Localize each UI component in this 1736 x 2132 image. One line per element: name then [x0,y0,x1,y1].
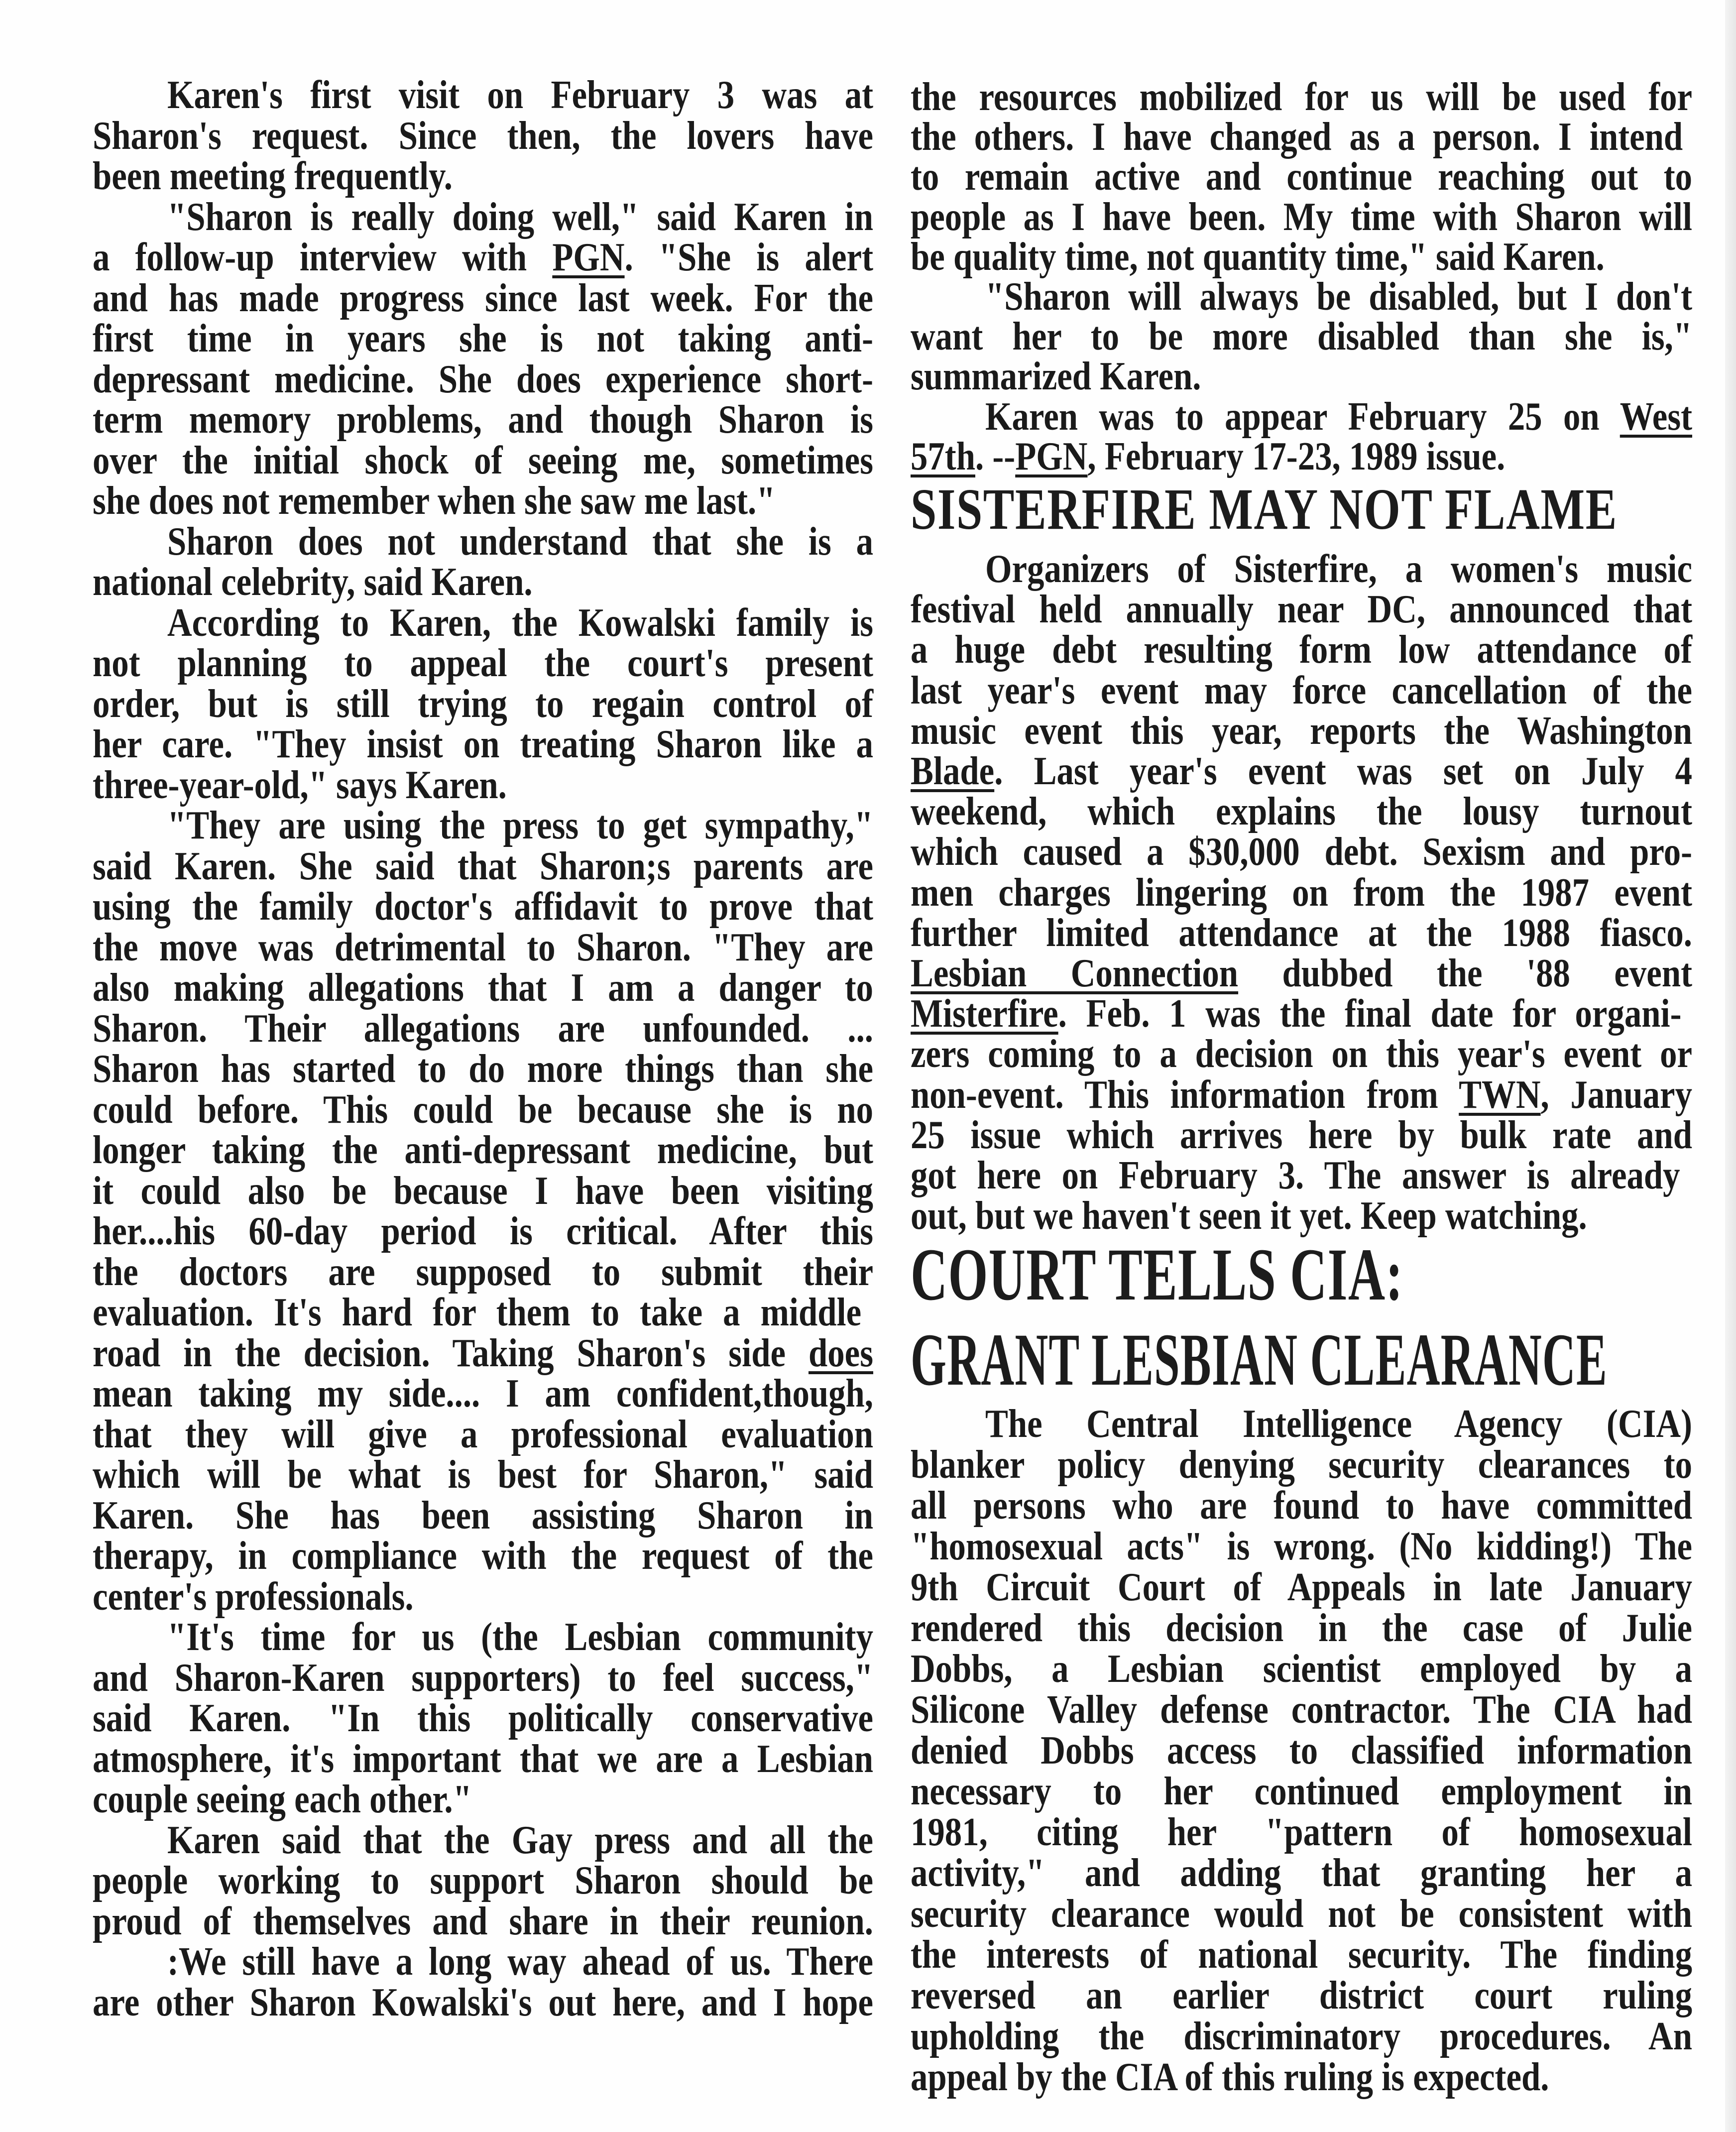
left-column-line [93,1374,873,1414]
line-text [911,992,1682,1036]
left-column-line [93,1006,873,1051]
left-column-line [93,278,873,318]
sisterfire-line [911,953,1692,993]
line-text: denied Dobbs access to classified information [911,1729,1693,1773]
left-column-line [93,1293,861,1332]
line-text: over the initial shock of seeing me, sometimes [93,438,873,482]
line-text: the doctors are supposed to submit their [93,1250,874,1294]
line-text: "It's time for us (the Lesbian community [167,1615,874,1659]
line-text: want her to be more disabled than she is," [911,315,1693,359]
sisterfire-line [911,913,1692,953]
line-text: last year's event may force cancellation of the [911,668,1692,712]
line-text: her....his 60-day period is critical. After this [93,1209,874,1253]
cia-line [911,1935,1692,1975]
left-column-line [93,400,873,440]
left-column-line [93,1252,873,1292]
line-text [911,1073,1692,1117]
line-text: been meeting frequently. [93,154,453,198]
sisterfire-line [911,870,1693,915]
left-column-line [93,1171,873,1211]
line-text: using the family doctor's affidavit to prove that [93,885,873,929]
line-text: appeal by the CIA of this ruling is expected. [911,2055,1549,2099]
left-column-line [93,887,873,927]
cia-line [911,1772,1692,1811]
left-column-line [93,643,873,683]
line-text: 9th Circuit Court of Appeals in late January [911,1565,1692,1609]
continuation-line [911,77,1692,117]
text-segment: . Last year's event was set on July 4 [994,749,1692,793]
line-text: and has made progress since last week. For the [93,276,874,320]
cia-line [911,1976,1692,2015]
sisterfire-line [911,994,1682,1034]
headline-cia-line-2: GRANT LESBIAN CLEARANCE [911,1318,1608,1401]
line-text: out, but we haven't seen it yet. Keep watching. [911,1194,1587,1238]
line-text: "homosexual acts" is wrong. (No kidding!) The [911,1525,1692,1568]
text-segment: non-event. This information from [911,1072,1459,1117]
cia-line [985,1404,1692,1444]
line-text: rendered this decision in the case of Julie [911,1606,1692,1650]
left-column-line [93,846,873,886]
line-text: Sharon has started to do more things than she [93,1047,874,1091]
line-text: Organizers of Sisterfire, a women's music [985,547,1693,591]
text-segment: , February 17-23, 1989 issue. [1087,434,1505,478]
line-text: "Sharon will always be disabled, but I don't [985,275,1693,319]
sisterfire-line [911,1115,1692,1155]
line-text: also making allegations that I am a danger to [93,966,874,1010]
underlined-title: West [1620,394,1693,439]
continuation-line [985,394,1693,439]
line-text: Dobbs, a Lesbian scientist employed by a [911,1647,1693,1691]
line-text: security clearance would not be consistent with [911,1892,1693,1936]
cia-line [911,1731,1692,1771]
sisterfire-line [985,549,1692,589]
line-text: her care. "They insist on treating Sharon like a [93,722,873,766]
line-text: order, but is still trying to regain control of [93,682,873,726]
line-text: atmosphere, it's important that we are a Lesbian [93,1737,873,1781]
sisterfire-line [911,1072,1693,1117]
line-text: she does not remember when she saw me last." [93,479,776,523]
line-text: festival held annually near DC, announced that [911,588,1692,632]
line-text: evaluation. It's hard for them to take a middle [93,1291,862,1334]
left-column-line [93,1412,873,1456]
continuation-line [911,237,1605,277]
left-column-line [93,481,775,521]
headline-sisterfire: SISTERFIRE MAY NOT FLAME [911,476,1618,542]
left-column-line [167,600,874,645]
sisterfire-line [911,630,1692,670]
line-text: it could also be because I have been visiting [93,1169,873,1213]
cia-line [911,1567,1692,1607]
line-text: Silicone Valley defense contractor. The CIA had [911,1688,1693,1732]
sisterfire-line [911,588,1692,632]
underlined-title: PGN [552,236,625,279]
text-segment: . "She is alert [624,236,874,279]
line-text: :We still have a long way ahead of us. There [167,1940,874,1984]
underlined-title: 57th [911,434,975,478]
line-text: reversed an earlier district court ruling [911,1974,1693,2017]
left-column-line [93,1087,873,1132]
cia-line [911,1690,1692,1730]
left-column-line [93,1901,873,1941]
line-text: said Karen. She said that Sharon;s parents are [93,844,874,888]
left-column-line [167,1942,873,1982]
line-text: upholding the discriminatory procedures. An [911,2014,1693,2058]
sisterfire-line [911,1034,1692,1074]
cia-line [911,1445,1692,1485]
underlined-title: TWN [1459,1072,1541,1117]
scan-edge-shadow [1725,0,1736,2132]
text-segment: Karen was to appear February 25 on [985,394,1620,439]
headline-cia-line-1: COURT TELLS CIA: [911,1233,1403,1316]
line-text: national celebrity, said Karen. [93,560,533,604]
line-text [985,395,1692,439]
line-text: Sharon's request. Since then, the lovers have [93,114,874,158]
left-column-line [167,1820,873,1860]
line-text: term memory problems, and though Sharon is [93,398,873,442]
left-column-line [93,1493,873,1538]
line-text: which caused a $30,000 debt. Sexism and pro- [911,830,1693,874]
left-column-line [93,1658,873,1698]
line-text: zers coming to a decision on this year's event or [911,1032,1693,1076]
continuation-line [911,157,1692,197]
line-text: the others. I have changed as a person. I intend [911,115,1683,159]
text-segment: . Feb. 1 was the final date for organi- [1058,992,1682,1036]
line-text: blanker policy denying security clearances to [911,1443,1693,1487]
cia-line [911,1608,1692,1648]
cia-line [911,1853,1692,1893]
text-segment: road in the decision. Taking Sharon's side [93,1331,809,1375]
left-column-line [93,765,507,805]
left-column-line [93,1333,873,1373]
cia-line [911,1894,1692,1934]
sisterfire-line [911,790,1692,834]
cia-line [911,1527,1692,1566]
line-text: mean taking my side.... I am confident,though, [93,1372,873,1416]
underlined-title: Misterfire [911,992,1058,1036]
line-text: center's professionals. [93,1574,414,1619]
line-text: said Karen. "In this politically conservative [93,1696,874,1740]
left-column-line [167,75,873,115]
line-text: first time in years she is not taking anti- [93,317,873,360]
line-text: activity," and adding that granting her a [911,1851,1693,1895]
line-text: Karen's first visit on February 3 was at [167,73,874,117]
sisterfire-line [911,1156,1680,1195]
left-column-line [167,519,874,564]
line-text: the interests of national security. The finding [911,1933,1692,1977]
line-text: not planning to appeal the court's present [93,641,873,685]
line-text: Sharon does not understand that she is a [167,519,874,564]
sisterfire-line [911,751,1692,791]
line-text [93,1331,873,1375]
text-segment: dubbed the '88 event [1238,951,1693,995]
text-segment: a follow-up interview with [93,236,553,279]
left-column-line [93,562,533,602]
line-text: a huge debt resulting form low attendance of [911,628,1692,672]
line-text: depressant medicine. She does experience short- [93,357,874,401]
line-text: and Sharon-Karen supporters) to feel success," [93,1656,873,1700]
underlined-title: does [809,1331,873,1375]
continuation-line [911,197,1692,237]
line-text: weekend, which explains the lousy turnout [911,790,1692,834]
left-column-line [93,438,873,482]
sisterfire-line [911,1196,1587,1236]
text-segment: , January [1540,1072,1693,1117]
line-text [93,236,873,279]
left-column-line [93,156,453,196]
line-text: men charges lingering on from the 1987 event [911,870,1693,915]
line-text: 25 issue which arrives here by bulk rate and [911,1113,1692,1157]
line-text: Karen said that the Gay press and all the [167,1818,874,1862]
left-column-line [93,1536,873,1576]
left-column-line [93,968,873,1008]
line-text: necessary to her continued employment in [911,1770,1692,1813]
line-text [911,435,1505,478]
line-text: could before. This could be because she is no [93,1087,873,1132]
line-text [911,951,1692,995]
cia-line [911,2057,1549,2097]
line-text: "Sharon is really doing well," said Karen in [167,195,874,239]
left-column-line [93,1980,874,2024]
line-text: the resources mobilized for us will be used for [911,75,1693,119]
line-text: are other Sharon Kowalski's out here, and I hope [93,1980,874,2024]
sisterfire-line [911,832,1692,872]
left-column-line [93,1698,873,1738]
line-text: The Central Intelligence Agency (CIA) [985,1402,1692,1446]
left-column-line [93,724,873,764]
line-text: 1981, citing her "pattern of homosexual [911,1810,1693,1854]
line-text: which will be what is best for Sharon," said [93,1453,873,1497]
line-text: Sharon. Their allegations are unfounded. ... [93,1006,873,1051]
left-column-line [93,1455,873,1495]
cia-line [911,1486,1692,1526]
left-column-line [93,1574,414,1619]
left-column-line [93,1779,472,1819]
line-text: people as I have been. My time with Sharon will [911,195,1693,239]
left-column-line [167,1617,873,1657]
line-text: proud of themselves and share in their reunion. [93,1899,873,1943]
line-text [911,749,1692,793]
left-column-line [93,237,873,277]
continuation-line [911,434,1505,478]
line-text: therapy, in compliance with the request of the [93,1534,874,1578]
left-column-line [93,319,873,358]
left-column-line [93,116,873,156]
left-column-line [93,1211,873,1251]
underlined-title: Lesbian Connection [911,951,1239,995]
left-column-line [93,359,873,399]
continuation-line [911,355,1201,399]
left-column-line [93,684,873,724]
left-column-line [93,1739,873,1779]
line-text: further limited attendance at the 1988 fiasco. [911,911,1693,955]
line-text: According to Karen, the Kowalski family is [167,600,874,645]
cia-line [911,1649,1692,1689]
continuation-line [911,315,1693,359]
line-text: be quality time, not quantity time," said Karen. [911,235,1605,279]
left-column-line [167,806,873,845]
line-text: people working to support Sharon should be [93,1859,873,1902]
left-column-line [167,197,873,237]
sisterfire-line [911,711,1692,751]
continuation-line [911,117,1683,157]
line-text: all persons who are found to have committed [911,1484,1693,1528]
left-column-line [93,1861,873,1900]
line-text: got here on February 3. The answer is already [911,1154,1680,1197]
line-text: "They are using the press to get sympathy," [167,804,874,847]
line-text: three-year-old," says Karen. [93,763,507,807]
underlined-title: PGN [1015,434,1088,478]
line-text: summarized Karen. [911,355,1201,399]
sisterfire-line [911,668,1692,712]
continuation-line [985,277,1692,317]
line-text: that they will give a professional evaluation [93,1412,873,1456]
left-column-line [93,1049,873,1089]
left-column-line [93,925,873,969]
left-column-line [93,1130,873,1170]
cia-line [911,1812,1692,1852]
line-text: Karen. She has been assisting Sharon in [93,1493,873,1538]
underlined-title: Blade [911,749,995,793]
line-text: couple seeing each other." [93,1777,472,1821]
line-text: music event this year, reports the Washington [911,709,1692,753]
cia-line [911,2016,1692,2056]
line-text: longer taking the anti-depressant medicine, but [93,1128,874,1172]
line-text: the move was detrimental to Sharon. "They are [93,925,873,969]
line-text: to remain active and continue reaching out to [911,155,1693,199]
text-segment: . -- [975,434,1016,478]
